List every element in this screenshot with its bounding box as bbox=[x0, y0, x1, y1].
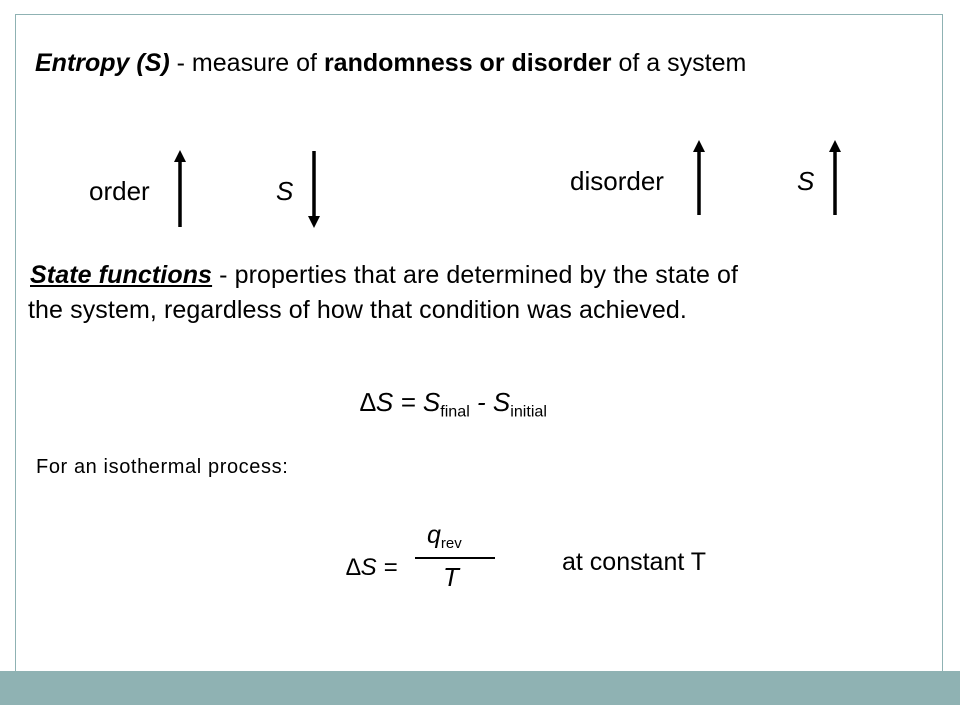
s-label: S bbox=[797, 166, 815, 196]
title-line bbox=[35, 51, 746, 76]
order-label: order bbox=[89, 176, 150, 206]
title-rest: of a system bbox=[611, 49, 747, 77]
state-functions-line1 bbox=[30, 263, 738, 288]
title-dash: - measure of bbox=[169, 49, 324, 77]
isothermal-lhs: ∆S = bbox=[346, 554, 398, 581]
isothermal-label: For an isothermal process: bbox=[36, 456, 289, 478]
slide-frame bbox=[15, 14, 943, 704]
entropy-term: Entropy (S) bbox=[35, 49, 170, 77]
state-functions-line2: the system, regardless of how that condition was achieved. bbox=[28, 296, 687, 324]
fraction-denominator: T bbox=[443, 562, 459, 592]
numerator-q: q bbox=[427, 521, 441, 549]
arrow-up-icon bbox=[825, 140, 845, 216]
arrow-up-icon bbox=[170, 150, 190, 228]
state-functions-def: - properties that are determined by the state of bbox=[212, 261, 739, 289]
delta-s-lhs: ∆S = S bbox=[360, 387, 441, 417]
final-subscript: final bbox=[440, 402, 470, 421]
fraction-bar bbox=[415, 557, 495, 559]
footer-bar bbox=[0, 671, 960, 705]
delta-s-equation bbox=[360, 389, 547, 420]
arrow-up-icon bbox=[689, 140, 709, 216]
s-label: S bbox=[276, 176, 294, 206]
fraction-numerator bbox=[427, 523, 462, 551]
initial-subscript: initial bbox=[510, 402, 547, 421]
delta-s-minus: - S bbox=[469, 387, 511, 417]
state-functions-term: State functions bbox=[30, 261, 213, 289]
rev-subscript: rev bbox=[440, 535, 462, 552]
constant-t-condition: at constant T bbox=[562, 548, 707, 576]
title-emphasis: randomness or disorder bbox=[323, 49, 612, 77]
arrow-down-icon bbox=[304, 151, 324, 229]
disorder-label: disorder bbox=[570, 166, 664, 196]
